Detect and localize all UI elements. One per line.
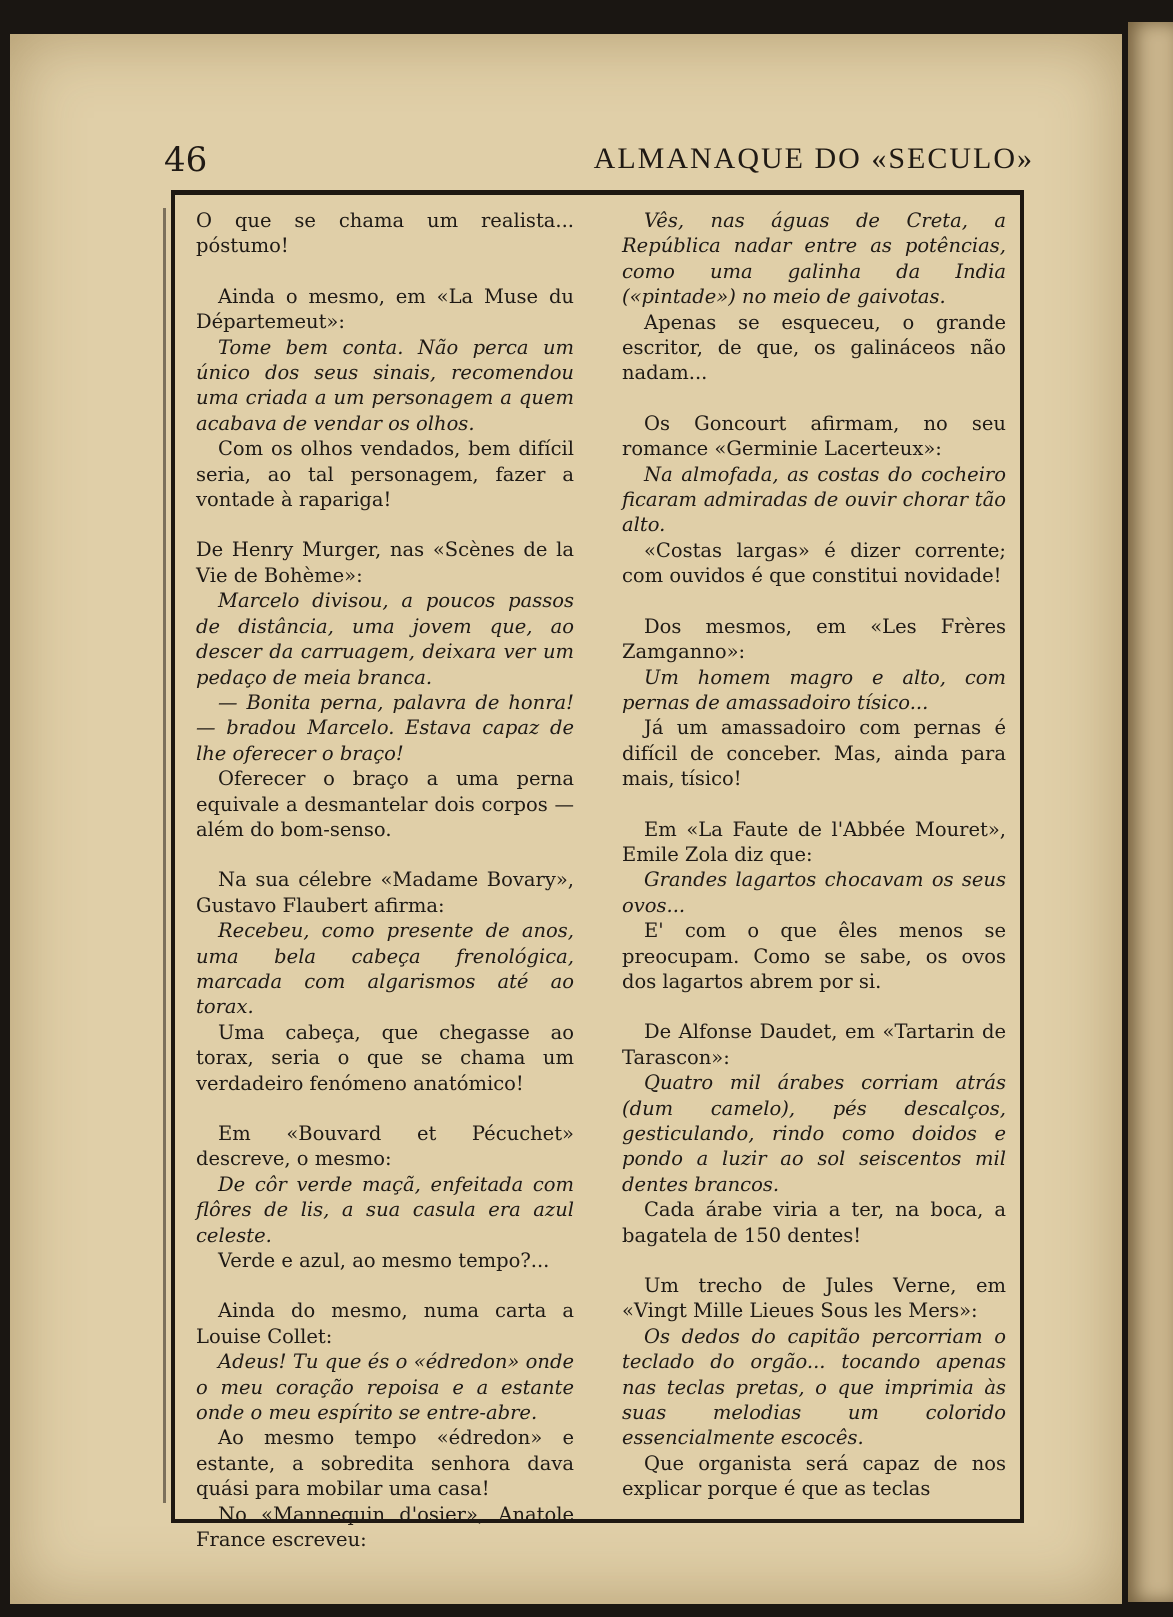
paragraph-gap xyxy=(196,512,574,537)
paragraph-gap xyxy=(622,792,1006,817)
commentary-paragraph: Dos mesmos, em «Les Frères Zamganno»: xyxy=(622,614,1006,664)
quoted-passage: Um homem magro e alto, com pernas de amassadoiro tísico... xyxy=(622,665,1006,714)
commentary-paragraph: De Henry Murger, nas «Scènes de la Vie de Bohème»: xyxy=(196,538,574,587)
quoted-passage: Na almofada, as costas do cocheiro ficaram admiradas de ouvir chorar tão alto. xyxy=(622,462,1006,537)
quoted-passage: Tome bem conta. Não perca um único dos seus sinais, recomendou uma criada a um personagem a quem acabava de vendar os olhos. xyxy=(196,335,574,435)
paragraph-gap xyxy=(622,1248,1006,1273)
paragraph-gap xyxy=(196,1273,574,1298)
commentary-paragraph: Apenas se esqueceu, o grande escritor, de que, os galináceos não nadam... xyxy=(622,310,1006,385)
commentary-paragraph: Na sua célebre «Madame Bovary», Gustavo Flaubert afirma: xyxy=(196,868,574,917)
paragraph-gap xyxy=(622,589,1006,614)
commentary-paragraph: Já um amassadoiro com pernas é difícil de conceber. Mas, ainda para mais, tísico! xyxy=(622,716,1006,791)
commentary-paragraph: Cada árabe viria a ter, na boca, a bagatela de 150 dentes! xyxy=(622,1198,1006,1247)
quoted-passage: Vês, nas águas de Creta, a República nadar entre as potências, como uma galinha da India («pintade») no meio de gaivotas. xyxy=(622,209,1006,309)
commentary-paragraph: Verde e azul, ao mesmo tempo?... xyxy=(218,1249,550,1273)
commentary-paragraph: «Costas largas» é dizer corrente; com ouvidos é que constitui novidade! xyxy=(622,538,1006,588)
quoted-passage: Recebeu, como presente de anos, uma bela cabeça frenológica, marcada com algarismos até ao torax. xyxy=(196,919,574,1019)
commentary-paragraph: Em «Bouvard et Pécuchet» descreve, o mesmo: xyxy=(196,1122,574,1171)
commentary-paragraph: Com os olhos vendados, bem difícil seria, ao tal personagem, fazer a vontade à rapariga! xyxy=(196,437,574,512)
commentary-paragraph: Ainda o mesmo, em «La Muse du Départemeut»: xyxy=(196,284,574,334)
right-frame-rule xyxy=(1020,190,1024,1523)
commentary-paragraph: Uma cabeça, que chegasse ao torax, seria o que se chama um verdadeiro fenómeno anatómico! xyxy=(196,1020,574,1095)
quoted-passage: Os dedos do capitão percorriam o teclado do orgão... tocando apenas nas teclas pretas, o que imprimia às suas melodias um colorido essencialmente escocês. xyxy=(622,1324,1006,1450)
paragraph-gap xyxy=(196,259,574,284)
left-frame-rule xyxy=(171,190,175,1523)
margin-bracket xyxy=(163,208,166,1503)
commentary-paragraph: De Alfonse Daudet, em «Tartarin de Tarascon»: xyxy=(622,1020,1006,1069)
paragraph-gap xyxy=(196,842,574,867)
commentary-paragraph: Oferecer o braço a uma perna equivale a desmantelar dois corpos — além do bom-senso. xyxy=(196,767,574,841)
quoted-passage: Marcelo divisou, a poucos passos de distância, uma jovem que, ao descer da carruagem, deixara ver um pedaço de meia branca. xyxy=(196,589,574,689)
paragraph-gap xyxy=(622,994,1006,1019)
running-title: ALMANAQUE DO «SECULO» xyxy=(593,142,1034,175)
quoted-passage: — Bonita perna, palavra de honra! — bradou Marcelo. Estava capaz de lhe oferecer o braço! xyxy=(196,690,574,765)
right-text-column xyxy=(622,208,1006,1502)
quoted-passage: Adeus! Tu que és o «édredon» onde o meu coração repoisa e a estante onde o meu espírito se entre-abre. xyxy=(196,1350,574,1425)
commentary-paragraph: Ainda do mesmo, numa carta a Louise Collet: xyxy=(196,1299,574,1348)
commentary-paragraph: No «Mannequin d'osier», Anatole France escreveu: xyxy=(196,1502,574,1552)
page-header xyxy=(164,140,1034,188)
quoted-passage: Grandes lagartos chocavam os seus ovos... xyxy=(622,868,1006,917)
paragraph-gap xyxy=(622,386,1006,411)
adjacent-page-edge xyxy=(1128,22,1173,1602)
top-rule xyxy=(171,190,1024,195)
paragraph-gap xyxy=(196,1096,574,1121)
commentary-paragraph: Ao mesmo tempo «édredon» e estante, a sobredita senhora dava quási para mobilar uma casa! xyxy=(196,1426,574,1501)
quoted-passage: Quatro mil árabes corriam atrás (dum camelo), pés descalços, gesticulando, rindo como doidos e pondo a luzir ao sol seiscentos mil dentes brancos. xyxy=(622,1071,1006,1196)
commentary-paragraph: Em «La Faute de l'Abbée Mouret», Emile Zola diz que: xyxy=(622,817,1006,866)
commentary-paragraph: Um trecho de Jules Verne, em «Vingt Mille Lieues Sous les Mers»: xyxy=(622,1274,1006,1323)
commentary-paragraph: Que organista será capaz de nos explicar porque é que as teclas xyxy=(622,1451,1006,1501)
quoted-passage: De côr verde maçã, enfeitada com flôres de lis, a sua casula era azul celeste. xyxy=(196,1172,574,1247)
commentary-paragraph: O que se chama um realista... póstumo! xyxy=(196,209,574,258)
commentary-paragraph: Os Goncourt afirmam, no seu romance «Germinie Lacerteux»: xyxy=(622,411,1006,461)
commentary-paragraph: E' com o que êles menos se preocupam. Como se sabe, os ovos dos lagartos abrem por si. xyxy=(622,919,1006,993)
left-text-column xyxy=(196,208,574,1553)
page-number: 46 xyxy=(164,140,208,180)
